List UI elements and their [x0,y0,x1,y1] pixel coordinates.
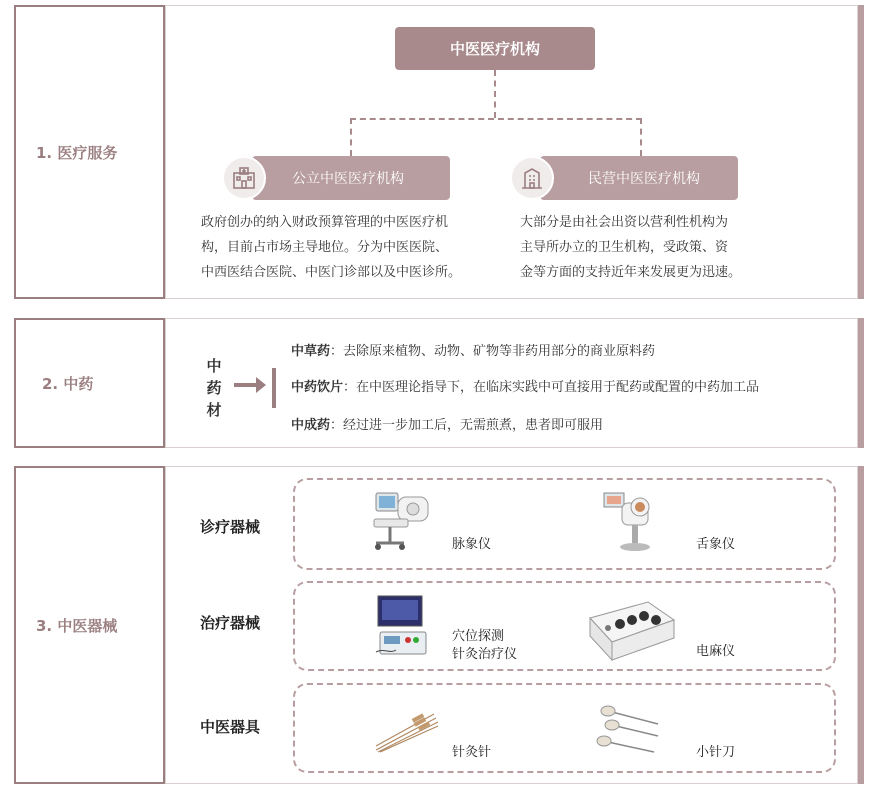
patent-medicine-line [291,414,603,433]
tcm-instruments-label: 中医器具 [200,718,261,736]
connector-horizontal [350,118,642,120]
treatment-devices-label: 治疗器械 [200,614,261,632]
connector-right [640,118,642,156]
needle-knife-label: 小针刀 [696,745,736,760]
section1-label: 1. 医疗服务 [14,5,165,299]
arrow-right-icon [232,375,270,395]
device-name-line: 针灸治疗仪 [452,647,518,662]
public-institution-node [252,156,450,200]
definition: ：去除原来植物、动物、矿物等非药用部分的商业原料药 [330,344,656,359]
desc-line: 主导所办立的卫生机构，受政策、资 [520,240,729,255]
electric-device-label: 电麻仪 [696,644,736,659]
acupuncture-needles-image [374,710,440,754]
decoction-pieces-line [291,376,759,395]
building-icon [510,156,554,200]
private-institution-desc [520,210,820,285]
desc-line: 金等方面的支持近年来发展更为迅速。 [520,265,742,280]
tcm-materials-label [203,355,225,421]
acupoint-detector-image [374,594,434,660]
pulse-diagnosis-device-image [368,487,436,557]
definition: ：在中医理论指导下，在临床实践中可直接用于配药或配置的中药加工品 [343,380,760,395]
tongue-device-label: 舌象仪 [696,537,736,552]
electric-anesthesia-device-image [584,598,676,666]
root-node: 中医医疗机构 [395,27,595,70]
connector-left [350,118,352,156]
desc-line: 中西医结合医院、中医门诊部以及中医诊所。 [201,265,462,280]
private-institution-node [540,156,738,200]
device-name-line: 穴位探测 [452,629,505,644]
connector-root [494,70,496,118]
section2-label: 2. 中药 [14,318,165,448]
desc-line: 构，目前占市场主导地位。分为中医医院、 [201,240,449,255]
section3-shadow [857,466,864,784]
definition: ：经过进一步加工后，无需煎煮，患者即可服用 [330,418,604,433]
vertical-char: 药 [206,379,222,397]
herbal-medicine-line [291,340,655,359]
public-institution-title: 公立中医医疗机构 [292,171,404,187]
section2-shadow [857,318,864,448]
section3-label: 3. 中医器械 [14,466,165,784]
diagnostic-devices-label: 诊疗器械 [200,518,261,536]
hospital-icon [222,156,266,200]
desc-line: 大部分是由社会出资以营利性机构为 [520,215,729,230]
vertical-char: 中 [206,357,222,375]
public-institution-desc [201,210,501,285]
acupuncture-needle-label: 针灸针 [452,745,492,760]
term: 中药饮片 [291,380,344,395]
bracket-bar [272,368,276,408]
section1-shadow [857,5,864,299]
private-institution-title: 民营中医医疗机构 [588,171,700,187]
tongue-diagnosis-device-image [600,487,664,557]
term: 中草药 [291,344,331,359]
needle-knife-image [596,702,662,758]
vertical-char: 材 [206,401,222,419]
pulse-device-label: 脉象仪 [452,537,492,552]
desc-line: 政府创办的纳入财政预算管理的中医医疗机 [201,215,449,230]
acupoint-device-label [452,628,517,664]
term: 中成药 [291,418,331,433]
